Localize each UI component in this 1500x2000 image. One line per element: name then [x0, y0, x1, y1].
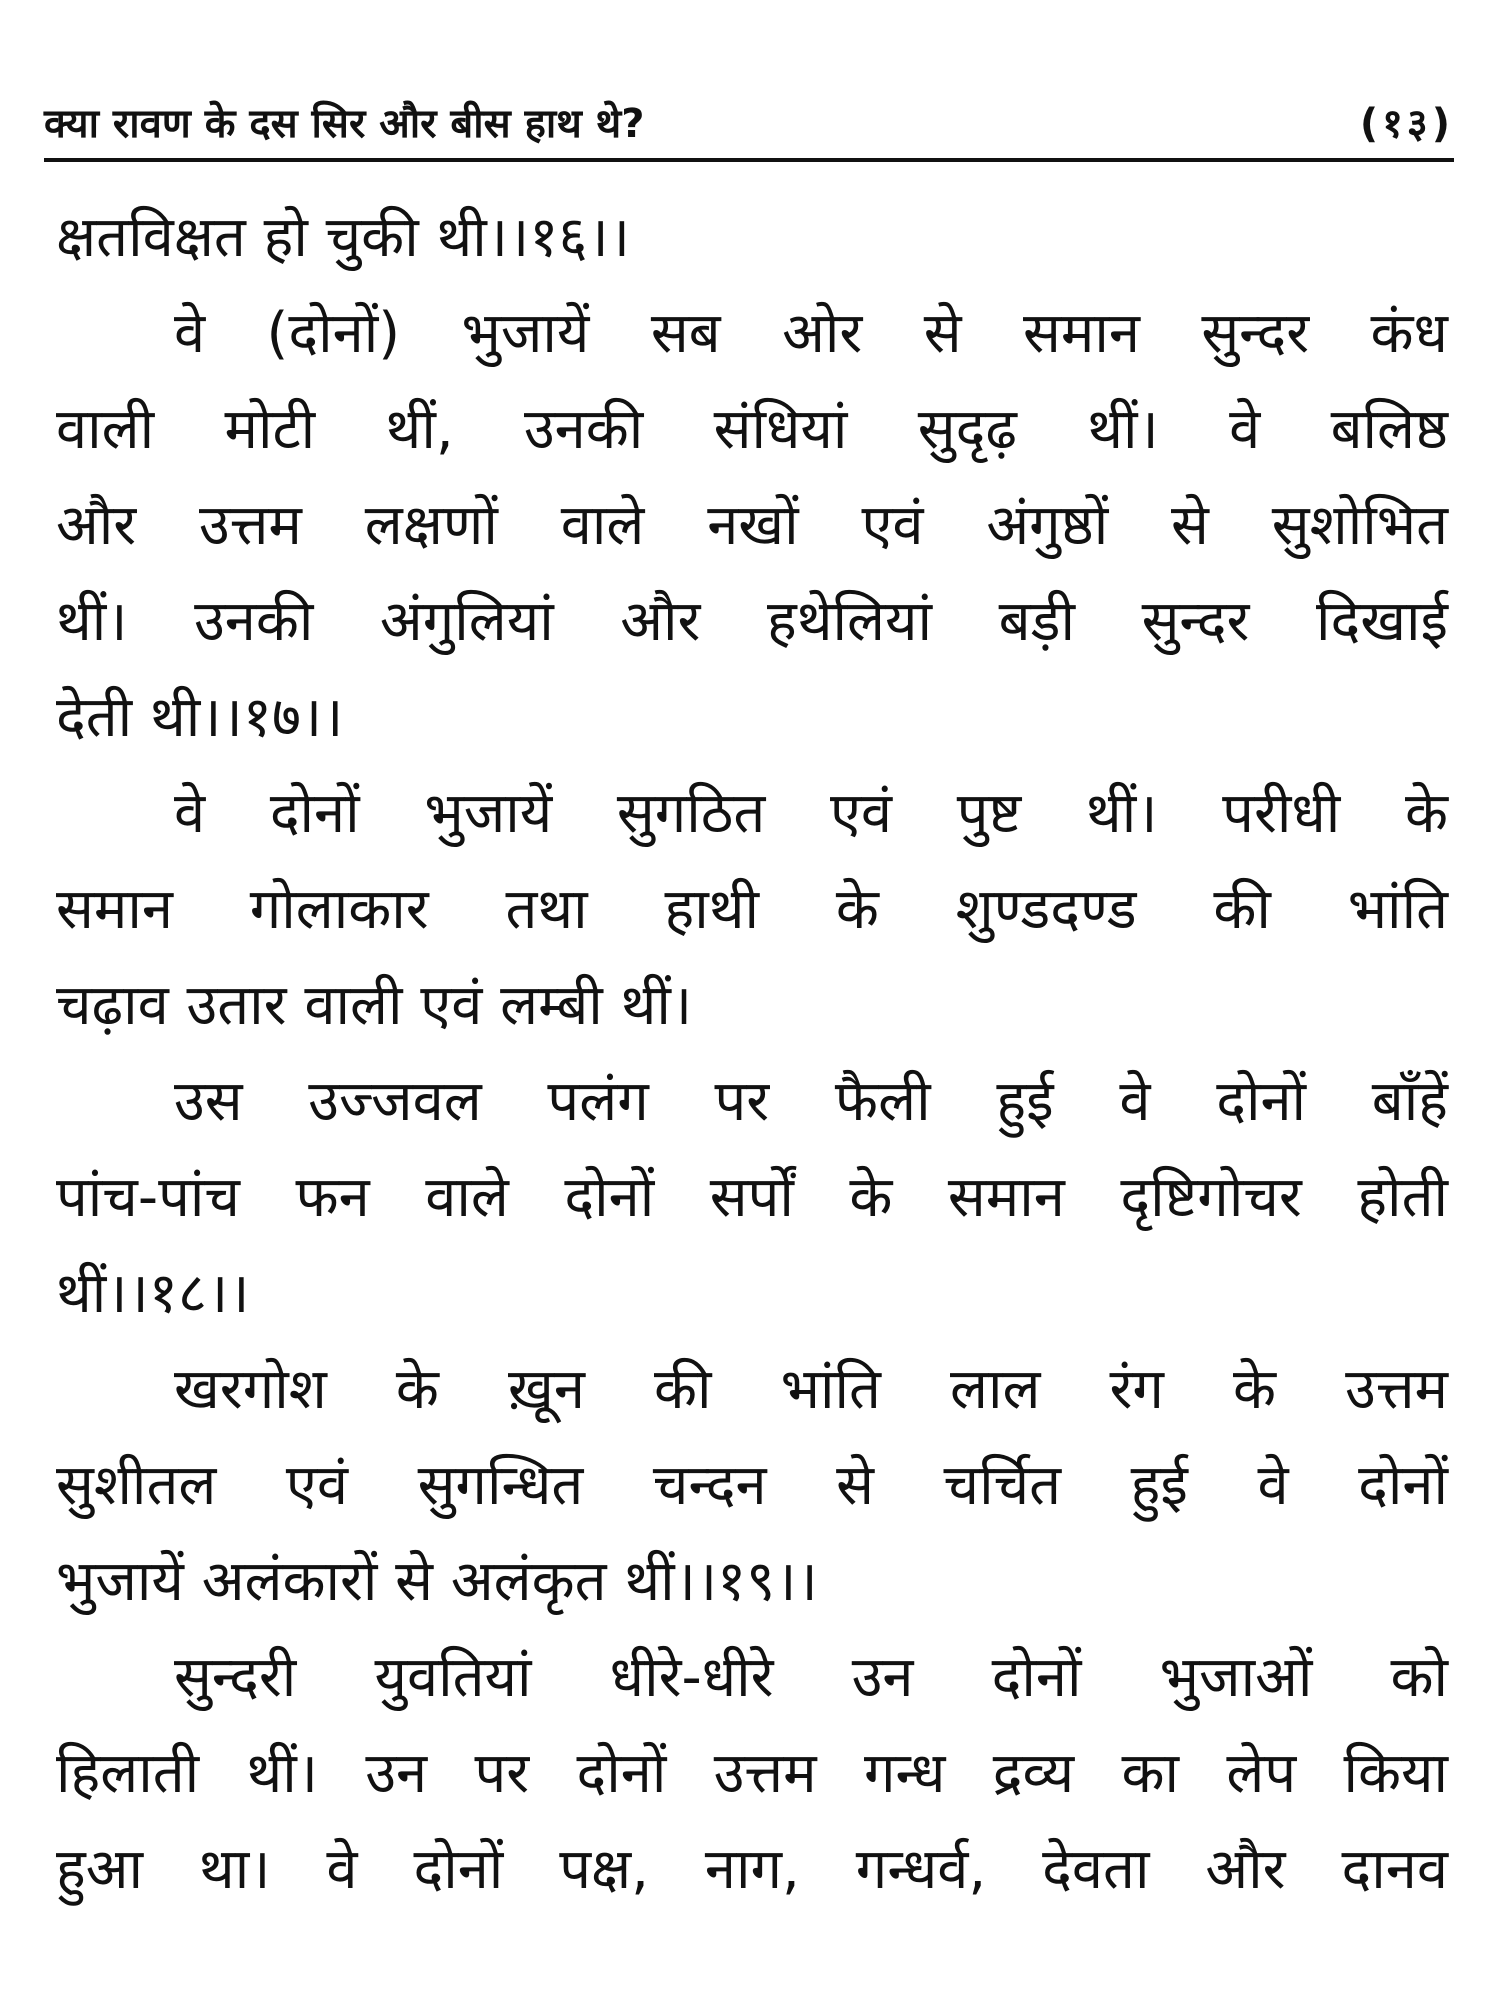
- header-rule: [44, 158, 1454, 162]
- body-text: [56, 190, 1448, 1918]
- text-line: वाली मोटी थीं, उनकी संधियां सुदृढ़ थीं। वे बलिष्ठ: [56, 397, 1448, 462]
- text-line: क्षतविक्षत हो चुकी थी।।१६।।: [56, 205, 630, 270]
- text-line: भुजायें अलंकारों से अलंकृत थीं।।१९।।: [56, 1549, 818, 1614]
- text-line: हुआ था। वे दोनों पक्ष, नाग, गन्धर्व, देवता और दानव: [56, 1837, 1448, 1902]
- text-line: थीं। उनकी अंगुलियां और हथेलियां बड़ी सुन्दर दिखाई: [56, 589, 1448, 654]
- text-line: सुशीतल एवं सुगन्धित चन्दन से चर्चित हुई वे दोनों: [56, 1453, 1448, 1518]
- text-line: थीं।।१८।।: [56, 1261, 250, 1326]
- text-line: समान गोलाकार तथा हाथी के शुण्डदण्ड की भांति: [56, 877, 1448, 942]
- text-line: देती थी।।१७।।: [56, 685, 344, 750]
- running-head-title: क्या रावण के दस सिर और बीस हाथ थे?: [44, 101, 645, 147]
- text-line: हिलाती थीं। उन पर दोनों उत्तम गन्ध द्रव्य का लेप किया: [56, 1741, 1448, 1806]
- page-number: (१३): [1359, 101, 1454, 147]
- text-line: उस उज्जवल पलंग पर फैली हुई वे दोनों बाँहें: [174, 1069, 1448, 1134]
- text-line: खरगोश के ख़ून की भांति लाल रंग के उत्तम: [174, 1357, 1448, 1422]
- text-line: पांच-पांच फन वाले दोनों सर्पों के समान दृष्टिगोचर होती: [56, 1165, 1448, 1230]
- text-line: सुन्दरी युवतियां धीरे-धीरे उन दोनों भुजाओं को: [174, 1645, 1448, 1710]
- text-line: वे (दोनों) भुजायें सब ओर से समान सुन्दर कंध: [174, 301, 1448, 366]
- text-line: चढ़ाव उतार वाली एवं लम्बी थीं।: [56, 973, 693, 1038]
- text-line: वे दोनों भुजायें सुगठित एवं पुष्ट थीं। परीधी के: [174, 781, 1448, 846]
- text-line: और उत्तम लक्षणों वाले नखों एवं अंगुष्ठों से सुशोभित: [56, 493, 1448, 558]
- page-header: [44, 92, 1454, 156]
